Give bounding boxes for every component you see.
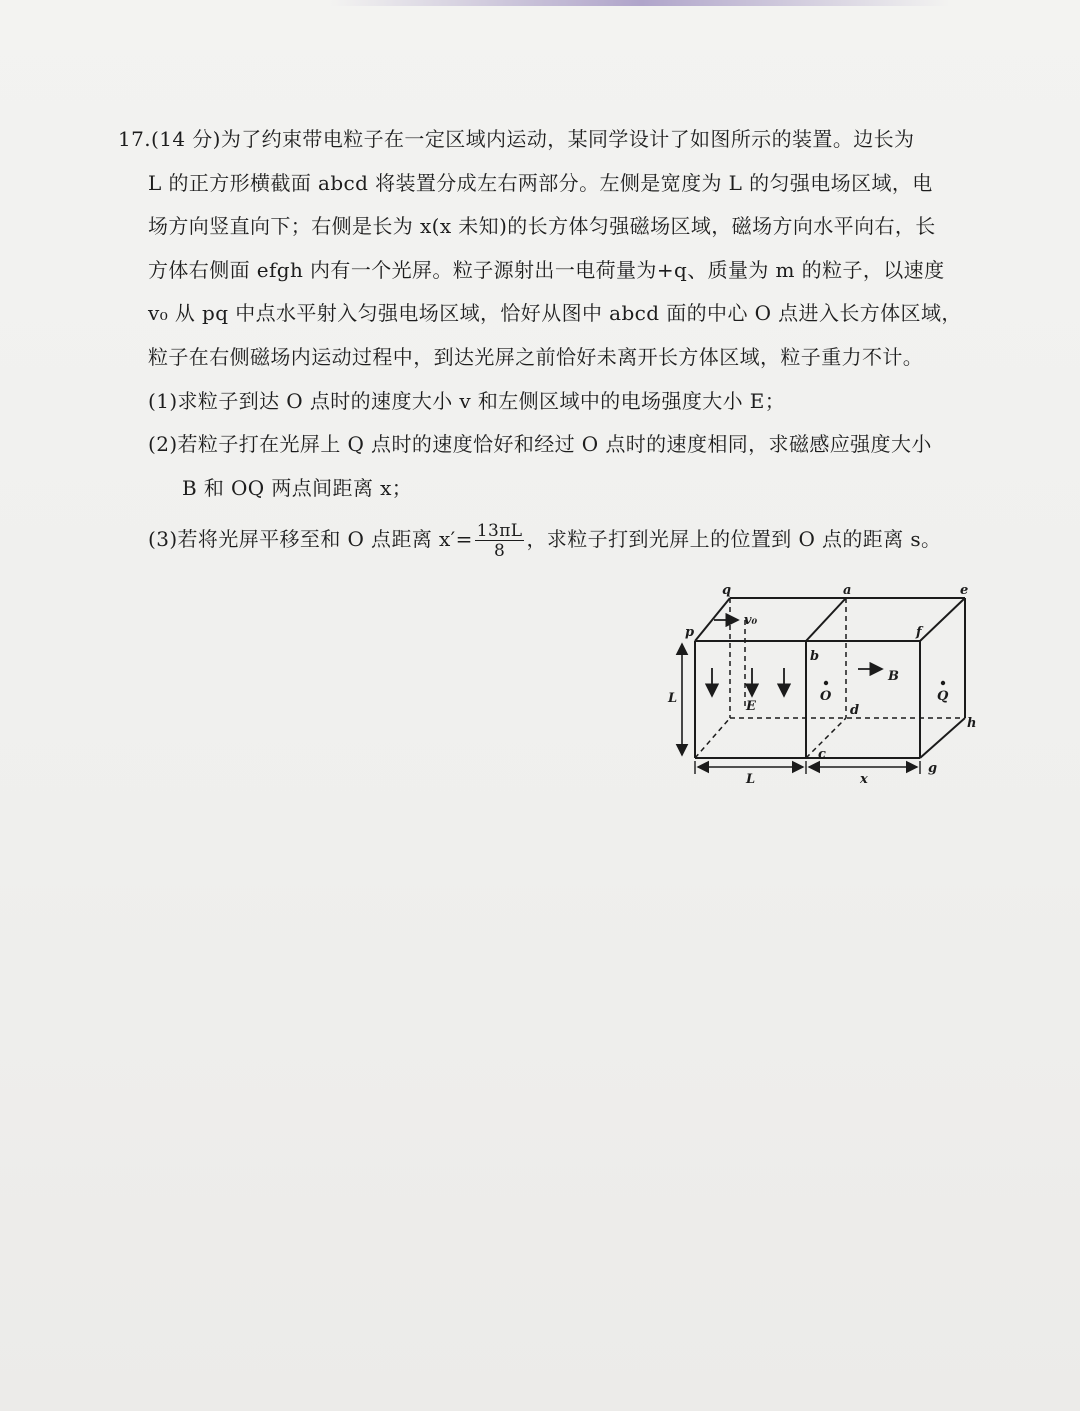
apparatus-diagram xyxy=(660,578,990,798)
edge-g-h xyxy=(920,718,965,758)
problem-17 xyxy=(118,118,998,562)
problem-number: 17. xyxy=(118,127,152,151)
question-2-line-1: (2)若粒子打在光屏上 Q 点时的速度恰好和经过 O 点时的速度相同，求磁感应强度大小 xyxy=(148,432,932,457)
problem-line-5: v₀ 从 pq 中点水平射入匀强电场区域，恰好从图中 abcd 面的中心 O 点进入长方体区域， xyxy=(148,301,962,326)
label-l-bottom: L xyxy=(746,772,756,787)
fraction-13piL-over-8 xyxy=(475,522,525,560)
question-3 xyxy=(118,518,998,562)
label-d: d xyxy=(850,703,860,718)
label-q: q xyxy=(722,583,732,598)
problem-score: (14 分) xyxy=(151,127,221,151)
label-b: b xyxy=(810,649,820,664)
label-p: p xyxy=(685,625,695,640)
label-o: O xyxy=(820,689,832,704)
label-f: f xyxy=(916,625,922,640)
hidden-edge-bottom-left xyxy=(695,718,730,758)
fraction-numerator: 13πL xyxy=(476,520,523,541)
label-v0: v₀ xyxy=(744,613,758,628)
problem-text-line: 为了约束带电粒子在一定区域内运动，某同学设计了如图所示的装置。边长为 xyxy=(220,127,915,151)
problem-line-1 xyxy=(118,118,998,162)
question-2-line-2: B 和 OQ 两点间距离 x； xyxy=(182,475,413,500)
label-x-bottom: x xyxy=(860,772,868,787)
label-h: h xyxy=(967,716,977,731)
problem-line-2: L 的正方形横截面 abcd 将装置分成左右两部分。左侧是宽度为 L 的匀强电场区域，电 xyxy=(148,170,933,195)
question-3-post: ，求粒子打到光屏上的位置到 O 点的距离 s。 xyxy=(526,527,942,552)
apparatus-svg xyxy=(660,578,990,798)
label-e: e xyxy=(960,583,969,598)
label-b-field: B xyxy=(888,669,899,684)
edge-f-e xyxy=(920,598,965,641)
label-c: c xyxy=(818,747,826,762)
problem-line-6: 粒子在右侧磁场内运动过程中，到达光屏之前恰好未离开长方体区域，粒子重力不计。 xyxy=(148,344,924,369)
edge-b-a xyxy=(806,598,846,641)
label-a: a xyxy=(843,583,852,598)
label-g: g xyxy=(928,761,938,776)
hidden-edge-c-d xyxy=(806,718,846,758)
label-q-point: Q xyxy=(937,689,949,704)
problem-line-4: 方体右侧面 efgh 内有一个光屏。粒子源射出一电荷量为+q、质量为 m 的粒子，以速度 xyxy=(148,257,945,282)
label-l-side: L xyxy=(668,691,678,706)
point-o xyxy=(824,681,828,685)
point-q xyxy=(941,681,945,685)
question-3-pre: (3)若将光屏平移至和 O 点距离 x′= xyxy=(148,527,473,552)
fraction-denominator: 8 xyxy=(494,540,506,561)
label-e-field: E xyxy=(746,699,756,714)
question-1: (1)求粒子到达 O 点时的速度大小 v 和左侧区域中的电场强度大小 E； xyxy=(148,388,786,413)
problem-line-3: 场方向竖直向下；右侧是长为 x(x 未知)的长方体匀强磁场区域，磁场方向水平向右，长 xyxy=(148,214,936,239)
top-shadow xyxy=(330,0,950,6)
